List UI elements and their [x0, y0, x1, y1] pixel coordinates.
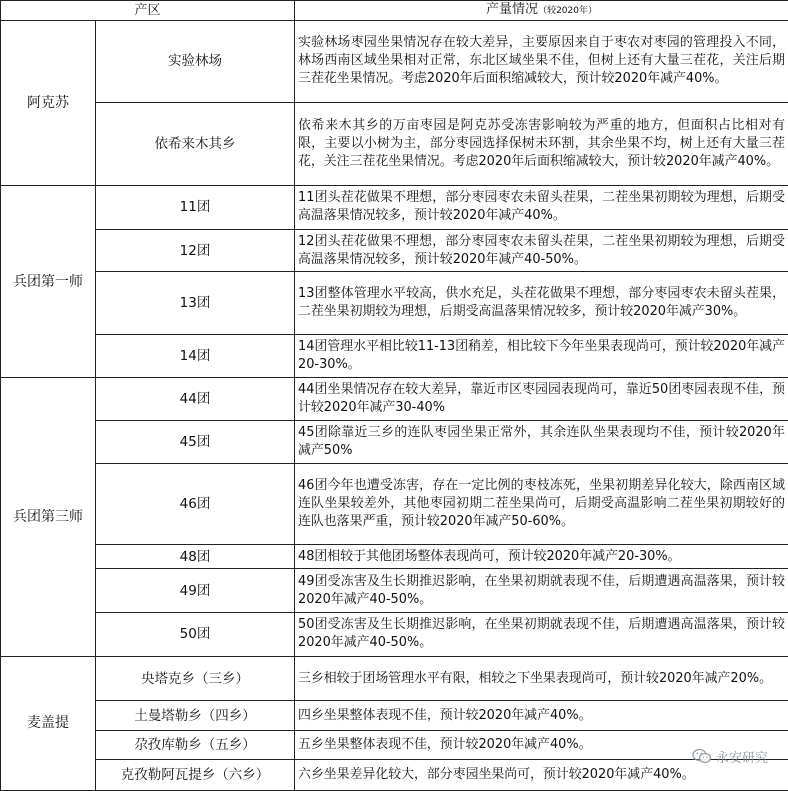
table-row	[1, 730, 788, 759]
description-cell: 44团坐果情况存在较大差异，靠近市区枣园园表现尚可，靠近50团枣园表现不佳，预计较2020年减产30-40%	[295, 378, 788, 421]
table-row	[1, 186, 788, 230]
description-cell: 六乡坐果差异化较大，部分枣园坐果尚可，预计较2020年减产40%。	[295, 760, 788, 791]
watermark-text: 永安研究	[716, 751, 769, 766]
table-row	[1, 102, 788, 185]
subregion-cell: 央塔克乡（三乡）	[96, 656, 295, 701]
region-cell: 兵团第一师	[1, 186, 96, 378]
table-row	[1, 656, 788, 701]
header-production-note: （较2020年）	[538, 6, 597, 17]
subregion-cell: 13团	[96, 272, 295, 335]
table-row	[1, 463, 788, 544]
description-cell: 50团受冻害及生长期推迟影响，在坐果初期就表现不佳，后期遭遇高温落果，预计较2020年减产40-50%。	[295, 612, 788, 656]
table-row	[1, 569, 788, 613]
description-cell: 49团受冻害及生长期推迟影响，在坐果初期就表现不佳，后期遭遇高温落果，预计较2020年减产40-50%。	[295, 569, 788, 613]
description-cell: 45团除靠近三乡的连队枣园坐果正常外，其余连队坐果表现均不佳，预计较2020年减产50%	[295, 420, 788, 463]
region-cell: 阿克苏	[1, 21, 96, 186]
table-row	[1, 378, 788, 421]
description-cell: 48团相较于其他团场整体表现尚可，预计较2020年减产20-30%。	[295, 544, 788, 568]
subregion-cell: 50团	[96, 612, 295, 656]
header-production	[295, 1, 788, 21]
table-row	[1, 544, 788, 568]
table-row	[1, 21, 788, 102]
subregion-cell: 46团	[96, 463, 295, 544]
header-region: 产区	[1, 1, 295, 21]
description-cell: 12团头茬花做果不理想，部分枣园枣农未留头茬果，二茬坐果初期较为理想，后期受高温落果情况较多，预计较2020年减产40-50%。	[295, 229, 788, 272]
description-cell: 46团今年也遭受冻害，存在一定比例的枣枝冻死，坐果初期差异化较大，除西南区域连队坐果较差外，其他枣园初期二茬坐果尚可，后期受高温影响二茬坐果初期较好的连队也落果严重，预计较2020年减产50-60%。	[295, 463, 788, 544]
description-cell: 五乡坐果整体表现不佳，预计较2020年减产40%。	[295, 730, 788, 759]
subregion-cell: 11团	[96, 186, 295, 230]
subregion-cell: 尕孜库勒乡（五乡）	[96, 730, 295, 759]
subregion-cell: 45团	[96, 420, 295, 463]
table-row	[1, 701, 788, 730]
subregion-cell: 14团	[96, 335, 295, 378]
description-cell: 11团头茬花做果不理想，部分枣园枣农未留头茬果，二茬坐果初期较为理想，后期受高温落果情况较多，预计较2020年减产40%。	[295, 186, 788, 230]
subregion-cell: 依希来木其乡	[96, 102, 295, 185]
subregion-cell: 实验林场	[96, 21, 295, 102]
description-cell: 实验林场枣园坐果情况存在较大差异，主要原因来自于枣农对枣园的管理投入不同，林场西南区域坐果相对正常，东北区域坐果不佳，但树上还有大量三茬花，关注后期三茬花坐果情况。考虑2020年后面积缩减较大，预计较2020年减产40%。	[295, 21, 788, 102]
subregion-cell: 12团	[96, 229, 295, 272]
table-row	[1, 420, 788, 463]
table-row	[1, 335, 788, 378]
description-cell: 13团整体管理水平较高，供水充足，头茬花做果不理想，部分枣园枣农未留头茬果，二茬坐果初期较为理想，后期受高温落果情况较多，预计较2020年减产30%。	[295, 272, 788, 335]
table-row	[1, 612, 788, 656]
subregion-cell: 44团	[96, 378, 295, 421]
description-cell: 14团管理水平相比较11-13团稍差，相比较下今年坐果表现尚可，预计较2020年减产20-30%。	[295, 335, 788, 378]
description-cell: 三乡相较于团场管理水平有限，相较之下坐果表现尚可，预计较2020年减产20%。	[295, 656, 788, 701]
region-cell: 兵团第三师	[1, 378, 96, 657]
region-cell: 麦盖提	[1, 656, 96, 790]
subregion-cell: 49团	[96, 569, 295, 613]
table-row	[1, 272, 788, 335]
subregion-cell: 48团	[96, 544, 295, 568]
subregion-cell: 土曼塔勒乡（四乡）	[96, 701, 295, 730]
header-production-label: 产量情况	[486, 2, 539, 18]
description-cell: 四乡坐果整体表现不佳，预计较2020年减产40%。	[295, 701, 788, 730]
table-header-row	[1, 1, 788, 21]
subregion-cell: 克孜勒阿瓦提乡（六乡）	[96, 760, 295, 791]
table-row	[1, 760, 788, 791]
description-cell: 依希来木其乡的万亩枣园是阿克苏受冻害影响较为严重的地方，但面积占比相对有限，主要以小树为主，部分枣园选择保树未环割，其余坐果不均，树上还有大量三茬花，关注三茬花坐果情况。考虑2020年后面积缩减较大，预计较2020年减产40%。	[295, 102, 788, 185]
table-row	[1, 229, 788, 272]
